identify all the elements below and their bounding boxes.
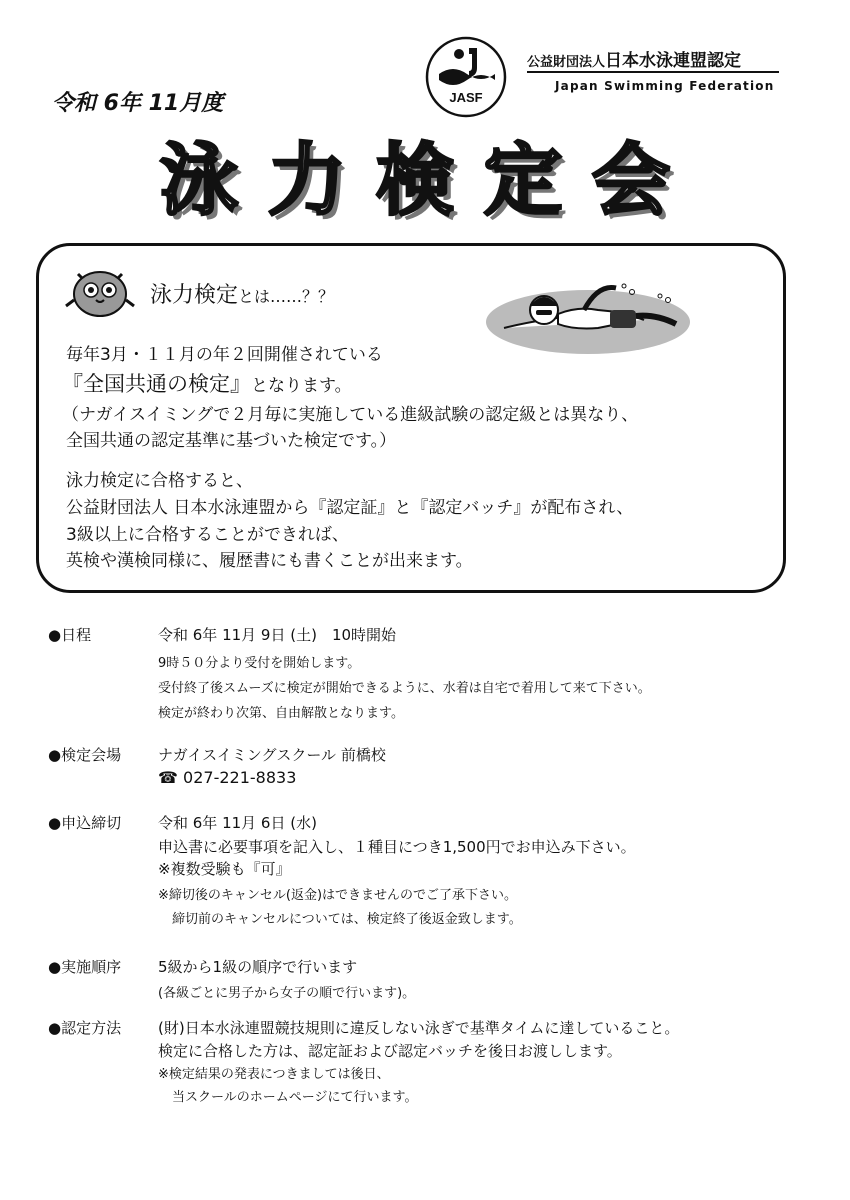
method-value: (財)日本水泳連盟競技規則に違反しない泳ぎで基準タイムに達していること。 [158,1019,680,1037]
intro-paragraph: 泳力検定に合格すると、 [66,471,253,491]
intro-emphasis-main: 『全国共通の検定』 [62,372,251,396]
deadline-value: 令和 6年 11月 6日 (水) [158,814,317,832]
period-label: 令和 6年 11月度 [52,91,224,116]
page-title: 泳力検定会 [159,136,700,226]
logo-text: JASF [449,90,483,105]
deadline-note: 締切前のキャンセルについては、検定終了後返金致します。 [172,912,522,927]
org-divider [527,71,779,73]
intro-line: 毎年3月・１１月の年２回開催されている [66,345,383,365]
intro-paragraph: 英検や漢検同様に、履歴書にも書くことが出来ます。 [66,551,473,571]
jasf-logo [425,36,507,118]
intro-paragraph: 公益財団法人 日本水泳連盟から『認定証』と『認定バッチ』が配布され、 [66,498,634,518]
order-value: 5級から1級の順序で行います [158,958,358,976]
order-label: ●実施順序 [48,958,122,976]
method-label: ●認定方法 [48,1019,122,1037]
intro-heading-tail: とは……？？ [238,287,335,306]
schedule-note: 9時５０分より受付を開始します。 [158,656,361,671]
schedule-note: 検定が終わり次第、自由解散となります。 [158,706,404,721]
phone-number: 027-221-8833 [183,768,297,787]
intro-paragraph: 3級以上に合格することができれば、 [66,525,349,545]
deadline-label: ●申込締切 [48,814,122,832]
method-note: ※検定結果の発表につきましては後日、 [158,1067,390,1082]
intro-emphasis [62,368,352,398]
deadline-note: ※複数受験も『可』 [158,860,291,878]
org-english-name: Japan Swimming Federation [555,79,775,93]
org-prefix: 公益財団法人 [527,55,606,70]
intro-note: 全国共通の認定基準に基づいた検定です。） [66,431,397,451]
swimmer-illustration-icon [484,270,704,356]
method-note: 当スクールのホームページにて行います。 [172,1090,418,1105]
org-name [527,46,779,71]
schedule-value: 令和 6年 11月 9日 (土) 10時開始 [158,626,397,644]
intro-heading-main: 泳力検定 [150,283,239,308]
intro-emphasis-tail: となります。 [251,376,352,396]
owl-mascot-icon [64,260,136,320]
schedule-note: 受付終了後スムーズに検定が開始できるように、水着は自宅で着用して来て下さい。 [158,681,651,696]
phone-icon: ☎ [158,768,178,787]
order-note: (各級ごとに男子から女子の順で行います)。 [158,986,416,1001]
schedule-label: ●日程 [48,626,92,644]
venue-value: ナガイスイミングスクール 前橋校 [158,746,386,764]
intro-heading [150,278,334,309]
method-note: 検定に合格した方は、認定証および認定バッチを後日お渡しします。 [158,1042,622,1060]
intro-note: （ナガイスイミングで２月毎に実施している進級試験の認定級とは異なり、 [62,405,639,425]
venue-label: ●検定会場 [48,746,122,764]
venue-phone [158,768,296,787]
deadline-note: ※締切後のキャンセル(返金)はできませんのでご了承下さい。 [158,888,518,903]
deadline-note: 申込書に必要事項を記入し、１種目につき1,500円でお申込み下さい。 [158,838,636,856]
org-title: 日本水泳連盟認定 [605,51,742,71]
